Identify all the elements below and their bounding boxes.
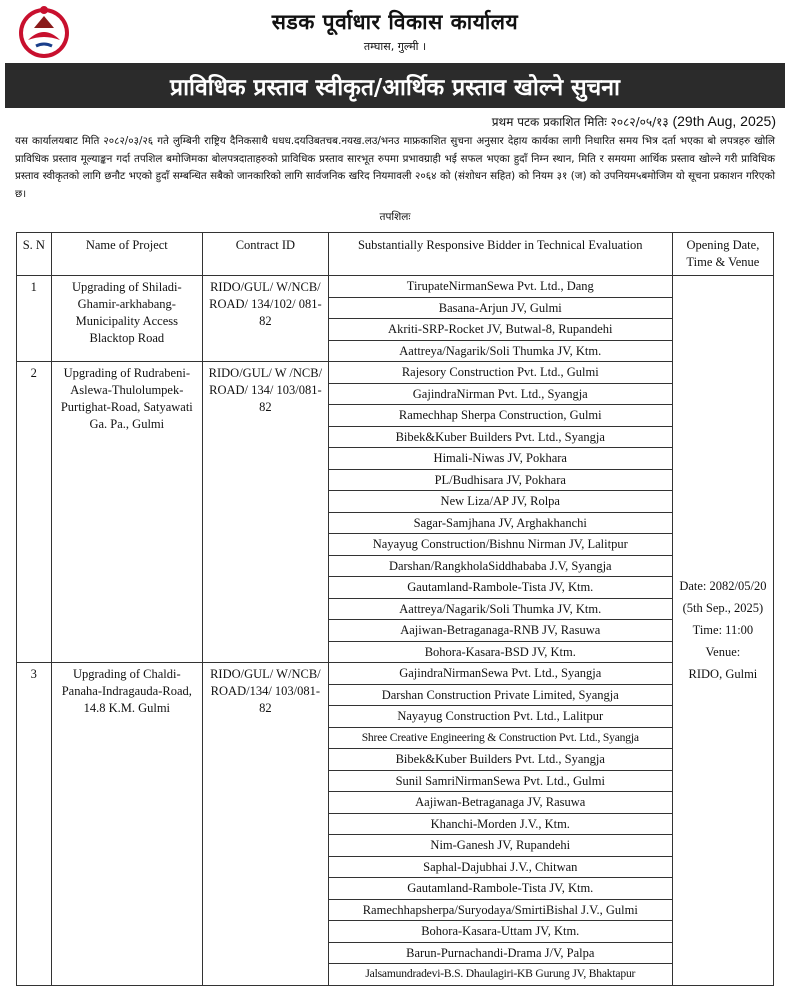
bidder-item: Bohora-Kasara-BSD JV, Ktm.: [424, 644, 576, 659]
table-row: [17, 663, 774, 986]
bidder-item: Aattreya/Nagarik/Soli Thumka JV, Ktm.: [399, 343, 602, 358]
opening-time: Time: 11:00: [692, 623, 754, 638]
row-contract-id: [203, 276, 329, 362]
table-row: [17, 276, 774, 362]
bidder-item: Bohora-Kasara-Uttam JV, Ktm.: [329, 921, 672, 943]
header-opening: Opening Date, Time & Venue: [672, 233, 773, 276]
header-contract-id: Contract ID: [203, 233, 329, 276]
row-sn-text: 3: [30, 667, 37, 681]
bidder-item: Saphal-Dajubhai J.V., Chitwan: [329, 857, 672, 879]
bidder-item: Nayayug Construction Pvt. Ltd., Lalitpur: [329, 706, 672, 728]
header-project-name: Name of Project: [51, 233, 202, 276]
row-contract-id: [203, 663, 329, 986]
table-header-row: [17, 233, 774, 276]
bidder-item: PL/Budhisara JV, Pokhara: [329, 470, 672, 492]
opening-venue: RIDO, Gulmi: [688, 667, 758, 682]
row-project-name: [51, 276, 202, 362]
bidder-item: Basana-Arjun JV, Gulmi: [329, 298, 672, 320]
bidder-item: Bibek&Kuber Builders Pvt. Ltd., Syangja: [329, 749, 672, 771]
bidder-item: Akriti-SRP-Rocket JV, Butwal-8, Rupandehi: [329, 319, 672, 341]
bidder-item: Bibek&Kuber Builders Pvt. Ltd., Syangja: [329, 427, 672, 449]
header-sn: S. N: [17, 233, 52, 276]
office-name: सडक पूर्वाधार विकास कार्यालय: [271, 10, 519, 34]
bidder-item: Ramechhap Sherpa Construction, Gulmi: [329, 405, 672, 427]
table-body: [17, 276, 774, 986]
bidder-item: Nayayug Construction/Bishnu Nirman JV, Lalitpur: [329, 534, 672, 556]
bidder-item: Rajesory Construction Pvt. Ltd., Gulmi: [329, 362, 672, 384]
notice-body: यस कार्यालयबाट मिति २०८२/०३/२६ गते लुम्बिनी राष्ट्रिय दैनिकसाथै धधध.दयउिबतचब.नयख.लउ/भनउ माफ्रकाशित सुचना अनुसार देहाय कार्यका लागी निधारित समय भित्र दर्ता भएका बो लपत्रहरु खोलि प्राविधिक प्रस्ताव मूल्याङ्कन गर्दा तपशिल बमोजिमका बोलपत्रदाताहरुको प्राविधिक प्रस्ताव सारभूत रुपमा प्रभावग्राही भई सफल भएका हुदाँ निम्न स्थान, मिति र समयमा आर्थिक प्रस्ताव खोल्ने गरी प्राविधिक प्रस्ताव स्वीकृतको लागि छनौट भएको हुदाँ सम्बन्धित सबैको जानकारिको लागि सार्वजनिक खरिद नियमावली २०६४ को (संशोधन सहित) को नियम ३१ (ज) को उपनियम५बमोजिम यो सूचना प्रकाशन गरिएको छ।: [15, 135, 775, 200]
bidder-item: Jalsamundradevi-B.S. Dhaulagiri-KB Gurung JV, Bhaktapur: [365, 967, 636, 980]
bidder-item: Aajiwan-Betraganaga JV, Rasuwa: [329, 792, 672, 814]
details-label: तपशिलः: [379, 211, 411, 223]
opening-date: Date: 2082/05/20: [679, 579, 767, 594]
row-bidders: [328, 276, 672, 362]
row-sn-text: 2: [30, 366, 37, 380]
table-row: [17, 362, 774, 663]
bidder-item: Barun-Purnachandi-Drama J/V, Palpa: [329, 943, 672, 965]
bidder-item: Himali-Niwas JV, Pokhara: [329, 448, 672, 470]
publication-label: प्रथम पटक प्रकाशित मितिः २०८२/०५/१३: [491, 115, 669, 129]
bidder-item: New Liza/AP JV, Rolpa: [329, 491, 672, 513]
row-contract-id: [203, 362, 329, 663]
opening-venue-label: Venue:: [705, 645, 741, 660]
bidder-item: Darshan Construction Private Limited, Syangja: [329, 685, 672, 707]
row-contract-id-text: RIDO/GUL/ W /NCB/ ROAD/ 134/ 103/081-82: [208, 366, 323, 414]
bidder-item: Shree Creative Engineering & Construction Pvt. Ltd., Syangja: [329, 728, 672, 750]
row-bidders: [328, 663, 672, 986]
row-bidders: [328, 362, 672, 663]
row-project-name: [51, 362, 202, 663]
bidder-item: GajindraNirmanSewa Pvt. Ltd., Syangja: [329, 663, 672, 685]
bidder-item: TirupateNirmanSewa Pvt. Ltd., Dang: [329, 276, 672, 298]
row-sn-text: 1: [30, 280, 37, 294]
header: [0, 0, 790, 62]
publication-date: [492, 113, 776, 130]
bidder-item: Gautamland-Rambole-Tista JV, Ktm.: [329, 577, 672, 599]
bidder-table: [16, 232, 774, 986]
bidder-item: Sunil SamriNirmanSewa Pvt. Ltd., Gulmi: [329, 771, 672, 793]
bidder-item: Ramechhapsherpa/Suryodaya/SmirtiBishal J.V., Gulmi: [329, 900, 672, 922]
bidder-item: Sagar-Samjhana JV, Arghakhanchi: [329, 513, 672, 535]
row-sn: [17, 663, 52, 986]
bidder-item: Aattreya/Nagarik/Soli Thumka JV, Ktm.: [329, 599, 672, 621]
bidder-item: Gautamland-Rambole-Tista JV, Ktm.: [329, 878, 672, 900]
bidder-item: Khanchi-Morden J.V., Ktm.: [329, 814, 672, 836]
opening-date-en: (5th Sep., 2025): [682, 601, 764, 616]
row-sn: [17, 362, 52, 663]
opening-details: [672, 276, 773, 986]
notice-title: प्राविधिक प्रस्ताव स्वीकृत/आर्थिक प्रस्ताव खोल्ने सुचना: [5, 63, 785, 108]
row-project-name: [51, 663, 202, 986]
row-contract-id-text: RIDO/GUL/ W/NCB/ ROAD/134/ 103/081-82: [210, 667, 321, 715]
row-project-name-text: Upgrading of Chaldi-Panaha-Indragauda-Road, 14.8 K.M. Gulmi: [61, 667, 192, 715]
publication-date-en: (29th Aug, 2025): [672, 113, 776, 129]
bidder-item: GajindraNirman Pvt. Ltd., Syangja: [329, 384, 672, 406]
office-address: तम्घास, गुल्मी ।: [363, 40, 427, 53]
bidder-item: Nim-Ganesh JV, Rupandehi: [329, 835, 672, 857]
row-project-name-text: Upgrading of Shiladi-Ghamir-arkhabang-Municipality Access Blacktop Road: [71, 280, 182, 345]
row-project-name-text: Upgrading of Rudrabeni-Aslewa-Thulolumpek-Purtighat-Road, Satyawati Ga. Pa., Gulmi: [60, 366, 193, 431]
bidder-item: Aajiwan-Betraganaga-RNB JV, Rasuwa: [329, 620, 672, 642]
row-sn: [17, 276, 52, 362]
bidder-item: Darshan/RangkholaSiddhababa J.V, Syangja: [329, 556, 672, 578]
header-bidder: Substantially Responsive Bidder in Technical Evaluation: [328, 233, 672, 276]
row-contract-id-text: RIDO/GUL/ W/NCB/ ROAD/ 134/102/ 081-82: [209, 280, 322, 328]
